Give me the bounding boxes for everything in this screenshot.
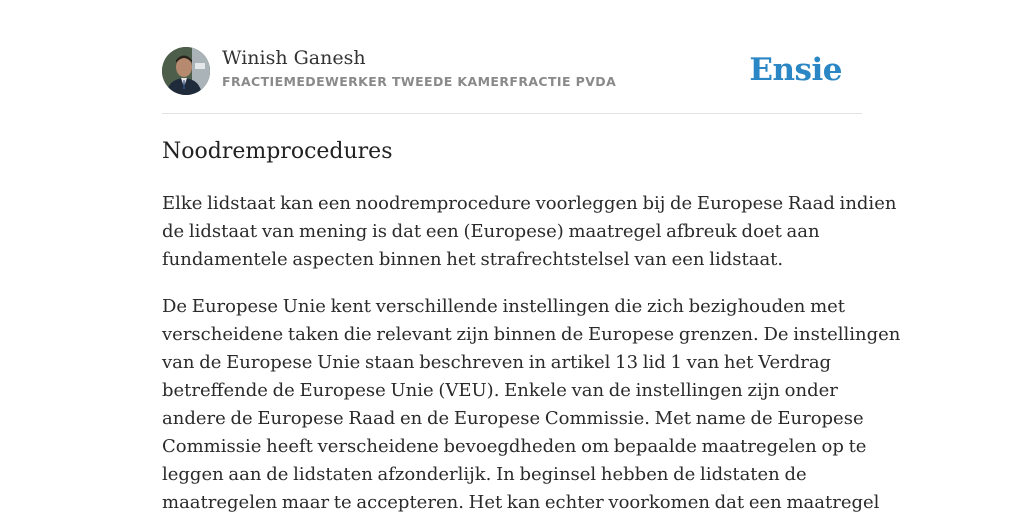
paragraph-line: andere de Europese Raad en de Europese Commissie. Met name de Europese [162,408,864,429]
paragraph-line: Elke lidstaat kan een noodremprocedure voorleggen bij de Europese Raad indien [162,193,897,214]
paragraph-line: de lidstaat van mening is dat een (Europese) maatregel afbreuk doet aan [162,221,820,242]
paragraph-line: verscheidene taken die relevant zijn binnen de Europese grenzen. De instellingen [162,324,901,345]
person-photo-icon [162,47,210,95]
page-title: Noodremprocedures [162,139,393,164]
article-page [162,0,901,512]
paragraph-line: Commissie heeft verscheidene bevoegdheden om bepaalde maatregelen op te [162,436,867,457]
article-paragraph-1 [162,190,897,274]
header-divider [162,113,862,114]
author-name[interactable]: Winish Ganesh [222,47,366,69]
author-role: FRACTIEMEDEWERKER TWEEDE KAMERFRACTIE PVDA [222,74,617,89]
paragraph-line: leggen aan de lidstaten afzonderlijk. In beginsel hebben de lidstaten de [162,464,807,485]
paragraph-line: maatregelen maar te accepteren. Het kan echter voorkomen dat een maatregel [162,492,880,512]
article-paragraph-2 [162,293,901,512]
paragraph-line: betreffende de Europese Unie (VEU). Enkele van de instellingen zijn onder [162,380,838,401]
paragraph-line: De Europese Unie kent verschillende instellingen die zich bezighouden met [162,296,846,317]
brand-logo[interactable]: Ensie [749,52,842,88]
paragraph-line: van de Europese Unie staan beschreven in artikel 13 lid 1 van het Verdrag [162,352,832,373]
paragraph-line: fundamentele aspecten binnen het strafrechtstelsel van een lidstaat. [162,249,784,270]
author-header [162,46,862,96]
avatar[interactable] [162,47,210,95]
